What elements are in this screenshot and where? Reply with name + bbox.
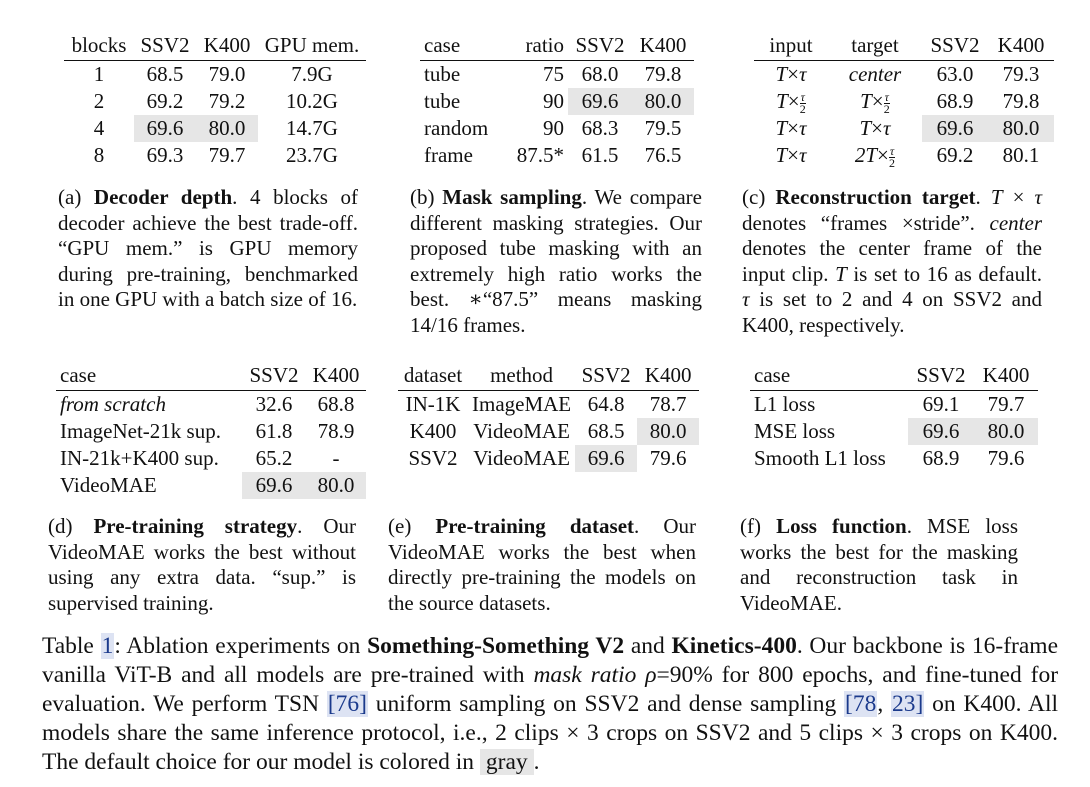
table-pretraining-dataset bbox=[398, 362, 699, 472]
cell-input: T×τ bbox=[775, 116, 807, 140]
cell: 14.7G bbox=[286, 116, 338, 140]
cell: 79.6 bbox=[649, 446, 687, 470]
cell: 10.2G bbox=[286, 89, 338, 113]
cell-highlighted: 80.0 bbox=[306, 472, 366, 499]
panel-pretraining-strategy bbox=[56, 362, 366, 499]
cell-best: 80.1 bbox=[1002, 143, 1040, 167]
cell: MSE loss bbox=[754, 419, 836, 443]
caption-title: Decoder depth bbox=[93, 185, 233, 209]
cell: ImageMAE bbox=[472, 392, 572, 416]
caption-prefix: (f) bbox=[740, 514, 777, 538]
caption-body: . We compare different masking strategies. Our proposed tube masking with an extremely high ratio works the best. ∗“87.5” means masking 14/16 frames. bbox=[410, 185, 702, 337]
cell: 79.5 bbox=[644, 116, 682, 140]
cell: 32.6 bbox=[255, 392, 293, 416]
table-row bbox=[64, 142, 366, 169]
cell-highlighted: 69.6 bbox=[134, 115, 196, 142]
cell-highlighted: 80.0 bbox=[637, 418, 699, 445]
cell: Smooth L1 loss bbox=[754, 446, 886, 470]
cell: random bbox=[424, 116, 489, 140]
cell: 79.0 bbox=[208, 62, 246, 86]
cell: VideoMAE bbox=[473, 419, 570, 443]
caption-text: × bbox=[1002, 185, 1035, 209]
cell-highlighted: 80.0 bbox=[196, 115, 258, 142]
col-header-blocks: blocks bbox=[64, 32, 134, 61]
panel-pretraining-dataset bbox=[398, 362, 699, 472]
caption-prefix: (a) bbox=[58, 185, 94, 209]
cell: 90 bbox=[543, 89, 564, 113]
panel-loss-function bbox=[750, 362, 1038, 472]
cell-highlighted: 69.6 bbox=[922, 115, 988, 142]
col-header-k400: K400 bbox=[632, 32, 694, 61]
gray-swatch: gray bbox=[480, 749, 534, 775]
table-row bbox=[754, 88, 1054, 115]
cell: 68.0 bbox=[581, 62, 619, 86]
table-header-row bbox=[56, 362, 366, 391]
table-row bbox=[754, 61, 1054, 89]
caption-body: . 4 blocks of decoder achieve the best trade-off. “GPU mem.” is GPU memory during pre-training, benchmarked in one GPU with a batch size of 16. bbox=[58, 185, 358, 311]
caption-title: Pre-training strategy bbox=[93, 514, 298, 538]
cell: frame bbox=[424, 143, 473, 167]
fraction: $\frac{\tau}{2}$ bbox=[889, 143, 895, 170]
col-header-target: target bbox=[828, 32, 922, 61]
col-header-ssv2: SSV2 bbox=[922, 32, 988, 61]
table-row bbox=[56, 418, 366, 445]
caption-bold: Kinetics-400 bbox=[671, 633, 797, 659]
col-header-ratio: ratio bbox=[500, 32, 568, 61]
cell: ImageNet-21k sup. bbox=[60, 419, 221, 443]
cell: IN-21k+K400 sup. bbox=[60, 446, 219, 470]
cell: 79.7 bbox=[987, 392, 1025, 416]
cell: 76.5 bbox=[644, 143, 682, 167]
table-decoder-depth bbox=[64, 32, 366, 169]
table-pretraining-strategy bbox=[56, 362, 366, 499]
col-header-ssv2: SSV2 bbox=[242, 362, 306, 391]
cell-target: T×τ bbox=[859, 116, 891, 140]
cell-highlighted: 80.0 bbox=[974, 418, 1038, 445]
col-header-ssv2: SSV2 bbox=[134, 32, 196, 61]
cell: 79.2 bbox=[208, 89, 246, 113]
caption-pretraining-dataset bbox=[388, 514, 696, 616]
caption-text: is set to 2 and 4 on SSV2 and K400, respectively. bbox=[742, 287, 1042, 337]
panel-reconstruction-target bbox=[754, 32, 1054, 169]
citation-link-76[interactable]: [76] bbox=[327, 691, 367, 717]
cell: 68.5 bbox=[587, 419, 625, 443]
col-header-gpu-mem: GPU mem. bbox=[258, 32, 366, 61]
cell: 1 bbox=[93, 62, 105, 86]
cell: VideoMAE bbox=[473, 446, 570, 470]
caption-reconstruction-target bbox=[742, 185, 1042, 338]
cell: L1 loss bbox=[754, 392, 816, 416]
table-row bbox=[754, 142, 1054, 169]
fraction: $\frac{\tau}{2}$ bbox=[883, 89, 890, 116]
cell: 68.9 bbox=[936, 89, 974, 113]
table-header-row bbox=[420, 32, 694, 61]
caption-prefix: (e) bbox=[388, 514, 436, 538]
cell: 23.7G bbox=[286, 143, 338, 167]
citation-link-23[interactable]: 23] bbox=[892, 691, 924, 717]
table-row bbox=[64, 88, 366, 115]
table-loss-function bbox=[750, 362, 1038, 472]
caption-text: . bbox=[533, 749, 540, 775]
caption-title: Pre-training dataset bbox=[435, 514, 635, 538]
caption-text: =90% for 800 epochs, and fine-tuned for evaluation. We perform TSN bbox=[42, 662, 1059, 717]
table-row-default bbox=[56, 472, 366, 499]
table-row bbox=[750, 445, 1038, 472]
cell-highlighted: 69.6 bbox=[242, 472, 306, 499]
main-caption bbox=[42, 632, 1058, 777]
caption-text: on K400. All models share the same inference protocol, i.e., 2 clips × 3 crops on SSV2 and 5 clips × 3 crops on K400. The default choice for our model is colored in bbox=[42, 691, 1058, 775]
cell: 61.8 bbox=[255, 419, 293, 443]
caption-text: : Ablation experiments on bbox=[114, 633, 368, 659]
cell: 7.9G bbox=[291, 62, 333, 86]
table-row bbox=[56, 391, 366, 419]
caption-title: Reconstruction target bbox=[775, 185, 976, 209]
table-row bbox=[750, 391, 1038, 419]
cell: 79.8 bbox=[1002, 89, 1040, 113]
caption-pretraining-strategy bbox=[48, 514, 356, 616]
table-row bbox=[398, 418, 699, 445]
caption-math: τ bbox=[1034, 185, 1043, 209]
col-header-dataset: dataset bbox=[398, 362, 468, 391]
caption-bold: Something-Something V2 bbox=[367, 633, 625, 659]
cell: 64.8 bbox=[587, 392, 625, 416]
col-header-ssv2: SSV2 bbox=[575, 362, 637, 391]
cell: 78.7 bbox=[649, 392, 687, 416]
cell: IN-1K bbox=[405, 392, 461, 416]
cell: 4 bbox=[93, 116, 105, 140]
caption-title: Mask sampling bbox=[442, 185, 582, 209]
citation-link-78[interactable]: [78 bbox=[845, 691, 877, 717]
cell: - bbox=[332, 446, 340, 470]
cell-target: center bbox=[848, 62, 902, 86]
cell-highlighted: 69.6 bbox=[575, 445, 637, 472]
caption-term: center bbox=[989, 210, 1042, 235]
caption-text: denotes “frames ×stride”. bbox=[742, 210, 990, 235]
cell: tube bbox=[424, 62, 461, 86]
cell: 68.5 bbox=[146, 62, 184, 86]
caption-body: . Our VideoMAE works the best when directly pre-training the models on the source datasets. bbox=[388, 514, 696, 615]
cell: 79.7 bbox=[208, 143, 246, 167]
caption-title: Loss function bbox=[776, 514, 907, 538]
caption-body: . MSE loss works the best for the masking and reconstruction task in VideoMAE. bbox=[740, 514, 1018, 615]
cell-input: T×τ bbox=[775, 62, 807, 86]
col-header-k400: K400 bbox=[974, 362, 1038, 391]
col-header-case: case bbox=[750, 362, 908, 391]
cell-highlighted: 69.6 bbox=[568, 88, 632, 115]
caption-math: T bbox=[835, 261, 847, 286]
cell: 2 bbox=[93, 89, 105, 113]
cell: 69.3 bbox=[146, 143, 184, 167]
caption-text: and bbox=[624, 633, 672, 659]
cell: 65.2 bbox=[255, 446, 293, 470]
table-row bbox=[398, 445, 699, 472]
cell-input: T×τ bbox=[775, 143, 807, 167]
caption-prefix: (d) bbox=[48, 514, 94, 538]
cell-target: 2T× $\frac{\tau}{2}$ bbox=[854, 143, 895, 170]
cell-highlighted: 80.0 bbox=[632, 88, 694, 115]
caption-prefix: (c) bbox=[742, 185, 776, 209]
cell-highlighted: 80.0 bbox=[988, 115, 1054, 142]
panel-decoder-depth bbox=[64, 32, 366, 169]
table-row bbox=[420, 142, 694, 169]
cell: 63.0 bbox=[936, 62, 974, 86]
cell: 68.9 bbox=[922, 446, 960, 470]
cell: 68.3 bbox=[581, 116, 619, 140]
cell-highlighted: 69.6 bbox=[908, 418, 974, 445]
caption-text: is set to 16 as default. bbox=[846, 261, 1042, 286]
table-header-row bbox=[398, 362, 699, 391]
caption-text: . bbox=[975, 185, 991, 209]
col-header-ssv2: SSV2 bbox=[568, 32, 632, 61]
cell-input: T× $\frac{\tau}{2}$ bbox=[776, 89, 806, 116]
caption-text: uniform sampling on SSV2 and dense sampling bbox=[367, 691, 845, 717]
cell: 8 bbox=[93, 143, 105, 167]
cell: 79.3 bbox=[1002, 62, 1040, 86]
caption-loss-function bbox=[740, 514, 1018, 616]
table-reconstruction-target bbox=[754, 32, 1054, 169]
col-header-case: case bbox=[420, 32, 500, 61]
fraction: $\frac{\tau}{2}$ bbox=[799, 89, 806, 116]
table-row-default bbox=[420, 88, 694, 115]
cell: from scratch bbox=[60, 392, 166, 416]
table-row bbox=[398, 391, 699, 419]
col-header-method: method bbox=[468, 362, 575, 391]
table-row-default bbox=[754, 115, 1054, 142]
table-row bbox=[64, 61, 366, 89]
caption-math: τ bbox=[742, 287, 750, 311]
cell: 90 bbox=[543, 116, 564, 140]
cell: 69.1 bbox=[922, 392, 960, 416]
cell: VideoMAE bbox=[60, 473, 157, 497]
cell: 69.2 bbox=[936, 143, 974, 167]
col-header-k400: K400 bbox=[306, 362, 366, 391]
cell: 79.8 bbox=[644, 62, 682, 86]
table-header-row bbox=[754, 32, 1054, 61]
cell: 79.6 bbox=[987, 446, 1025, 470]
caption-text: . Our backbone is 16-frame vanilla ViT-B and all models are pre-trained with bbox=[42, 633, 1059, 688]
caption-text: , bbox=[877, 691, 892, 717]
cell: 87.5* bbox=[516, 143, 564, 167]
table-header-row bbox=[64, 32, 366, 61]
cell: 61.5 bbox=[581, 143, 619, 167]
table-row-default bbox=[64, 115, 366, 142]
cell: 69.2 bbox=[146, 89, 184, 113]
table-ref-link[interactable]: 1 bbox=[101, 633, 114, 659]
cell: tube bbox=[424, 89, 461, 113]
cell: 75 bbox=[543, 62, 564, 86]
caption-text: Table bbox=[42, 633, 101, 659]
cell: SSV2 bbox=[408, 446, 458, 470]
table-mask-sampling bbox=[420, 32, 694, 169]
table-header-row bbox=[750, 362, 1038, 391]
table-row bbox=[420, 115, 694, 142]
col-header-ssv2: SSV2 bbox=[908, 362, 974, 391]
caption-decoder-depth bbox=[58, 185, 358, 313]
cell: 68.8 bbox=[317, 392, 355, 416]
table-row-default bbox=[750, 418, 1038, 445]
col-header-input: input bbox=[754, 32, 828, 61]
col-header-case: case bbox=[56, 362, 242, 391]
col-header-k400: K400 bbox=[988, 32, 1054, 61]
caption-prefix: (b) bbox=[410, 185, 443, 209]
cell: 78.9 bbox=[317, 419, 355, 443]
caption-math: T bbox=[990, 185, 1003, 209]
table-row bbox=[56, 445, 366, 472]
panel-mask-sampling bbox=[420, 32, 694, 169]
cell: K400 bbox=[409, 419, 457, 443]
caption-italic: mask ratio ρ bbox=[533, 662, 657, 688]
cell-target: T× $\frac{\tau}{2}$ bbox=[860, 89, 890, 116]
table-row bbox=[420, 61, 694, 89]
col-header-k400: K400 bbox=[196, 32, 258, 61]
caption-mask-sampling bbox=[410, 185, 702, 338]
col-header-k400: K400 bbox=[637, 362, 699, 391]
caption-text: denotes the center frame of the input clip. bbox=[742, 236, 1042, 286]
caption-body: . Our VideoMAE works the best without using any extra data. “sup.” is supervised training. bbox=[48, 514, 356, 615]
